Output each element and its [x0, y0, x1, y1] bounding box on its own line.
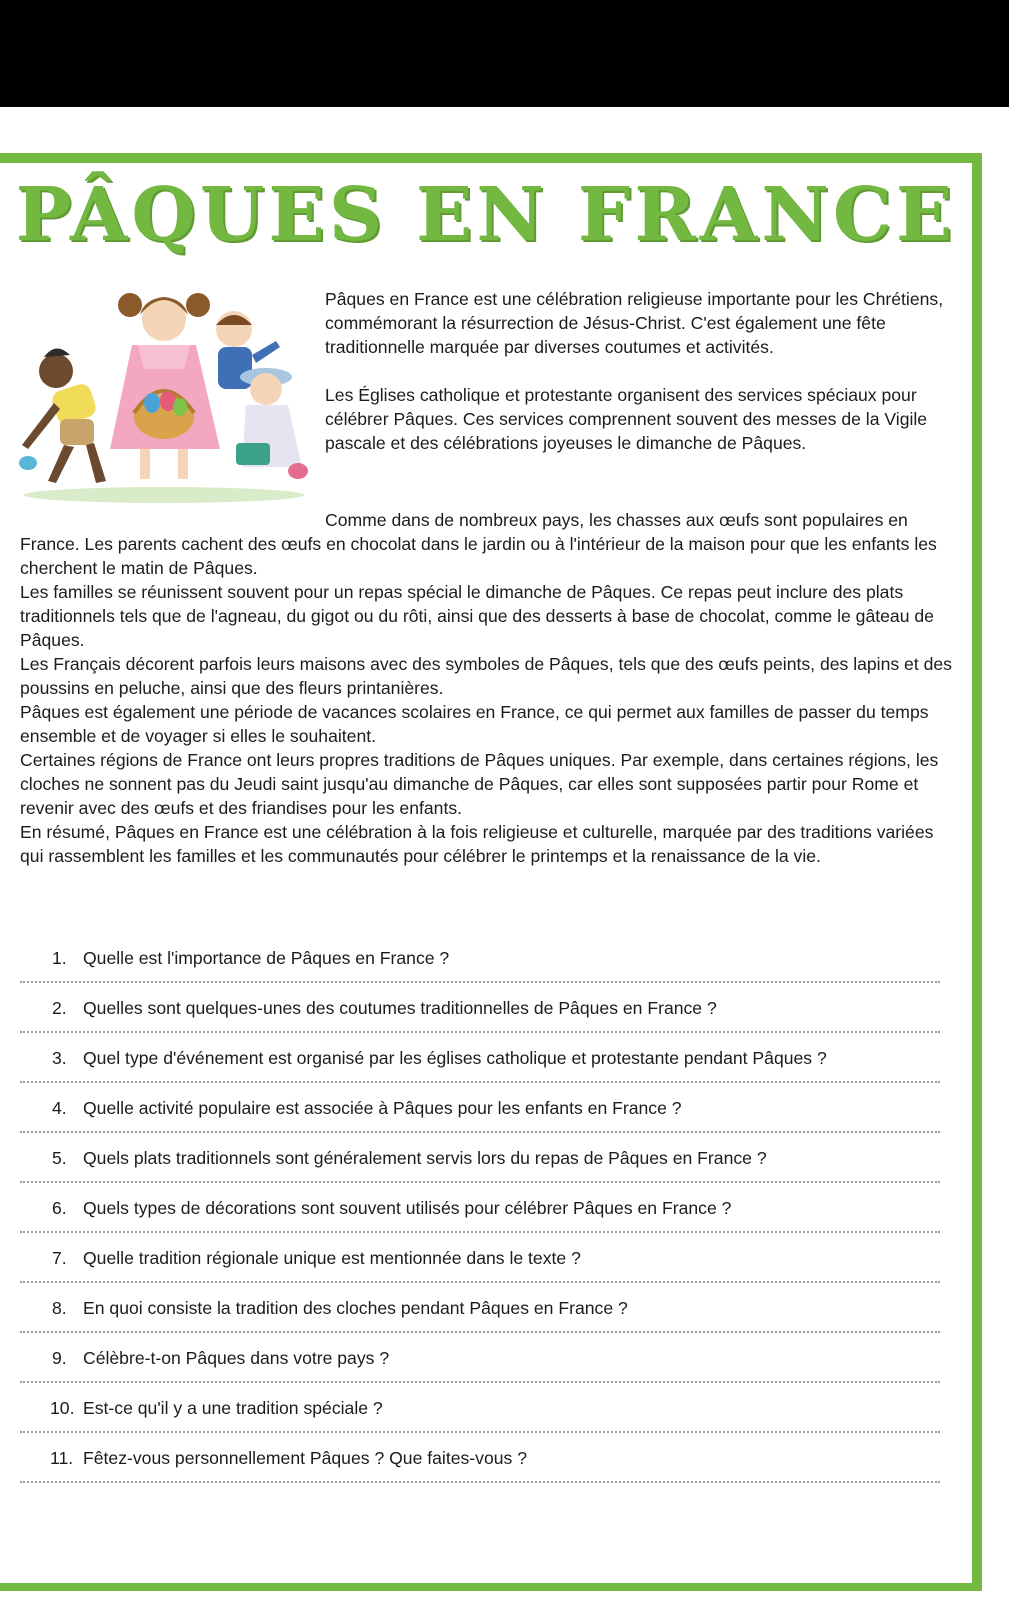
question-number: 6. [52, 1198, 67, 1218]
question-number: 4. [52, 1098, 67, 1118]
body-paragraph: Les familles se réunissent souvent pour un repas spécial le dimanche de Pâques. Ce repas peut inclure des plats traditionnels tels que de l'agneau, du gigot ou du rôti, ainsi que des desserts à base de chocolat, comme le gâteau de Pâques. [20, 582, 934, 650]
body-paragraph: Comme dans de nombreux pays, les chasses aux œufs sont populaires en France. Les parents cachent des œufs en chocolat dans le jardin ou à l'intérieur de la maison pour que les enfants les cherchent le matin de Pâques. [20, 510, 937, 578]
question-item[interactable] [20, 1146, 940, 1183]
body-paragraph: Pâques est également une période de vacances scolaires en France, ce qui permet aux familles de passer du temps ensemble et de voyager si elles le souhaitent. [20, 702, 929, 746]
intro-paragraph: Pâques en France est une célébration religieuse importante pour les Chrétiens, commémorant la résurrection de Jésus-Christ. C'est également une fête traditionnelle marquée par diverses coutumes et activités. [325, 289, 944, 357]
question-number: 10. [50, 1398, 75, 1418]
question-text: Fêtez-vous personnellement Pâques ? Que faites-vous ? [83, 1448, 528, 1468]
question-text: Quels types de décorations sont souvent utilisés pour célébrer Pâques en France ? [83, 1198, 732, 1218]
question-item[interactable] [20, 1396, 940, 1433]
page-title: PÂQUES EN FRANCE [15, 172, 957, 258]
question-item[interactable] [20, 1096, 940, 1133]
question-number: 3. [52, 1048, 67, 1068]
top-dark-band [0, 0, 1009, 107]
body-paragraph: Certaines régions de France ont leurs propres traditions de Pâques uniques. Par exemple, dans certaines régions, les cloches ne sonnent pas du Jeudi saint jusqu'au dimanche de Pâques, car elles sont supposées partir pour Rome et revenir avec des œufs et des friandises pour les enfants. [20, 750, 939, 818]
question-text: Quels plats traditionnels sont généralement servis lors du repas de Pâques en France ? [83, 1148, 767, 1168]
question-item[interactable] [20, 1296, 940, 1333]
question-text: Quelle est l'importance de Pâques en France ? [83, 948, 450, 968]
question-text: Quelle activité populaire est associée à Pâques pour les enfants en France ? [83, 1098, 682, 1118]
question-number: 7. [52, 1248, 67, 1268]
question-item[interactable] [20, 996, 940, 1033]
girl-with-basket-figure [110, 293, 220, 479]
question-item[interactable] [20, 1196, 940, 1233]
body-section [20, 508, 955, 868]
question-item[interactable] [20, 946, 940, 983]
question-number: 2. [52, 998, 67, 1018]
question-text: Célèbre-t-on Pâques dans votre pays ? [83, 1348, 390, 1368]
question-number: 5. [52, 1148, 67, 1168]
question-text: Est-ce qu'il y a une tradition spéciale ? [83, 1398, 383, 1418]
question-text: En quoi consiste la tradition des cloches pendant Pâques en France ? [83, 1298, 628, 1318]
boy-running-figure [19, 348, 106, 483]
question-item[interactable] [20, 1346, 940, 1383]
question-number: 9. [52, 1348, 67, 1368]
question-text: Quel type d'événement est organisé par les églises catholique et protestante pendant Pâques ? [83, 1048, 827, 1068]
question-text: Quelles sont quelques-unes des coutumes traditionnelles de Pâques en France ? [83, 998, 717, 1018]
body-paragraph: En résumé, Pâques en France est une célébration à la fois religieuse et culturelle, marquée par des traditions variées qui rassemblent les familles et les communautés pour célébrer le printemps et la renaissance de la vie. [20, 822, 934, 866]
intro-section [325, 287, 955, 455]
question-number: 1. [52, 948, 67, 968]
questions-list [20, 946, 940, 1496]
question-item[interactable] [20, 1046, 940, 1083]
children-easter-egg-hunt-illustration [14, 285, 310, 507]
question-number: 8. [52, 1298, 67, 1318]
question-number: 11. [50, 1448, 74, 1468]
question-text: Quelle tradition régionale unique est mentionnée dans le texte ? [83, 1248, 581, 1268]
question-item[interactable] [20, 1246, 940, 1283]
intro-paragraph: Les Églises catholique et protestante organisent des services spéciaux pour célébrer Pâques. Ces services comprennent souvent des messes de la Vigile pascale et des célébrations joyeuses le dimanche de Pâques. [325, 385, 928, 453]
question-item[interactable] [20, 1446, 940, 1483]
body-paragraph: Les Français décorent parfois leurs maisons avec des symboles de Pâques, tels que des œufs peints, des lapins et des poussins en peluche, ainsi que des fleurs printanières. [20, 654, 952, 698]
